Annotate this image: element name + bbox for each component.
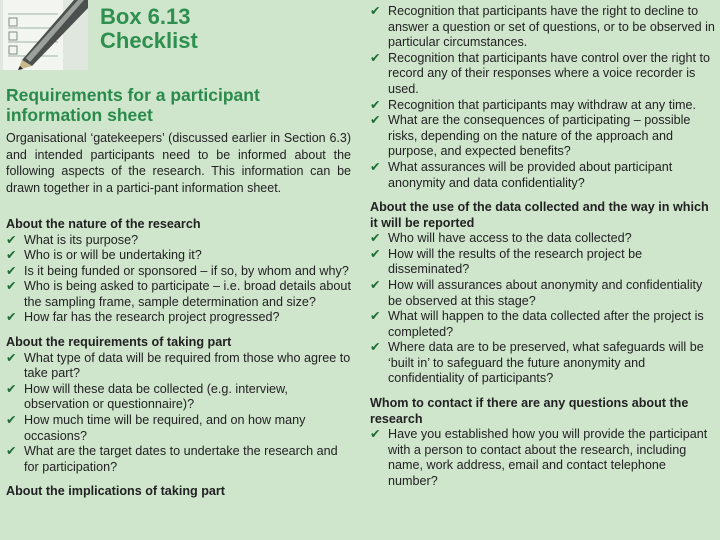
tick-icon: ✔ (6, 310, 17, 325)
section-contact (370, 396, 715, 489)
tick-icon: ✔ (6, 381, 17, 396)
list-item: ✔ How will these data be collected (e.g. interview, observation or questionnaire)? (6, 381, 288, 412)
tick-icon: ✔ (370, 427, 381, 442)
section-heading: Whom to contact if there are any questions about the research (370, 396, 689, 426)
tick-icon: ✔ (6, 248, 17, 263)
tick-icon: ✔ (370, 50, 381, 65)
tick-icon: ✔ (370, 231, 381, 246)
list-item: ✔ What is its purpose? (6, 232, 139, 247)
list-item: ✔ Recognition that participants have control over the right to record any of their responses where a voice recorder is used. (370, 50, 711, 96)
checklist-heading: Requirements for a participant information sheet (6, 85, 260, 125)
section-heading: About the nature of the research (6, 217, 201, 231)
list-item: ✔ Who is being asked to participate – i.e. broad details about the sampling frame, sample determination and size? (6, 279, 351, 309)
section-heading: About the implications of taking part (6, 484, 225, 499)
list-item: ✔ What type of data will be required from those who agree to take part? (6, 350, 351, 381)
list-item: ✔ How far has the research project progressed? (6, 310, 280, 325)
list-item: ✔ What are the target dates to undertake the research and for participation? (6, 444, 338, 474)
box-title (100, 5, 198, 53)
section-data-use (370, 200, 715, 387)
section-heading: About the use of the data collected and the way in which it will be reported (370, 200, 709, 230)
list-item: ✔ Who is or will be undertaking it? (6, 248, 202, 263)
list-item: ✔ What will happen to the data collected after the project is completed? (370, 309, 704, 339)
list-item: ✔ Recognition that participants may withdraw at any time. (370, 97, 696, 112)
pen-on-checklist-icon (0, 0, 88, 70)
tick-icon: ✔ (370, 4, 381, 18)
left-column (6, 217, 351, 500)
intro-paragraph: Organisational ‘gatekeepers’ (discussed earlier in Section 6.3) and intended participants need to be informed about the following aspects of the research. This information can be drawn together in a partici-pant information sheet. (6, 131, 351, 195)
tick-icon: ✔ (370, 309, 381, 324)
tick-icon: ✔ (6, 350, 17, 365)
section-implications (6, 484, 351, 500)
tick-icon: ✔ (6, 412, 17, 427)
tick-icon: ✔ (6, 232, 17, 247)
list-item: ✔ What are the consequences of participating – possible risks, depending on the nature of the approach and purpose, and expected benefits? (370, 113, 691, 159)
section-requirements (6, 335, 351, 475)
tick-icon: ✔ (370, 340, 381, 355)
tick-icon: ✔ (370, 113, 381, 128)
list-item: ✔ How much time will be required, and on how many occasions? (6, 412, 306, 443)
list-item: ✔ What assurances will be provided about participant anonymity and data confidentiality? (370, 159, 673, 190)
list-item: ✔ Is it being funded or sponsored – if so, by whom and why? (6, 263, 349, 278)
right-column (370, 4, 715, 489)
list-item: ✔ Recognition that participants have the right to decline to answer a question or set of questions, or to be observed in particular circumstances. (370, 4, 715, 50)
section-nature (6, 217, 351, 326)
box-subtitle: Checklist (100, 28, 198, 53)
list-item: ✔ How will the results of the research project be disseminated? (370, 246, 643, 277)
implications-items (370, 4, 715, 191)
section-heading: About the requirements of taking part (6, 335, 232, 350)
list-item: ✔ Where data are to be preserved, what safeguards will be ‘built in’ to safeguard the future anonymity and confidentiality of participants? (370, 340, 704, 386)
tick-icon: ✔ (370, 246, 381, 261)
list-item: ✔ Who will have access to the data collected? (370, 231, 632, 246)
tick-icon: ✔ (370, 159, 381, 174)
tick-icon: ✔ (6, 263, 17, 278)
tick-icon: ✔ (6, 444, 17, 459)
tick-icon: ✔ (370, 277, 381, 292)
tick-icon: ✔ (6, 279, 17, 294)
list-item: ✔ How will assurances about anonymity and confidentiality be observed at this stage? (370, 277, 703, 308)
list-item: ✔ Have you established how you will provide the participant with a person to contact about the research, including name, work address, email and contact telephone number? (370, 427, 708, 488)
tick-icon: ✔ (370, 97, 381, 112)
box-number: Box 6.13 (100, 4, 191, 29)
